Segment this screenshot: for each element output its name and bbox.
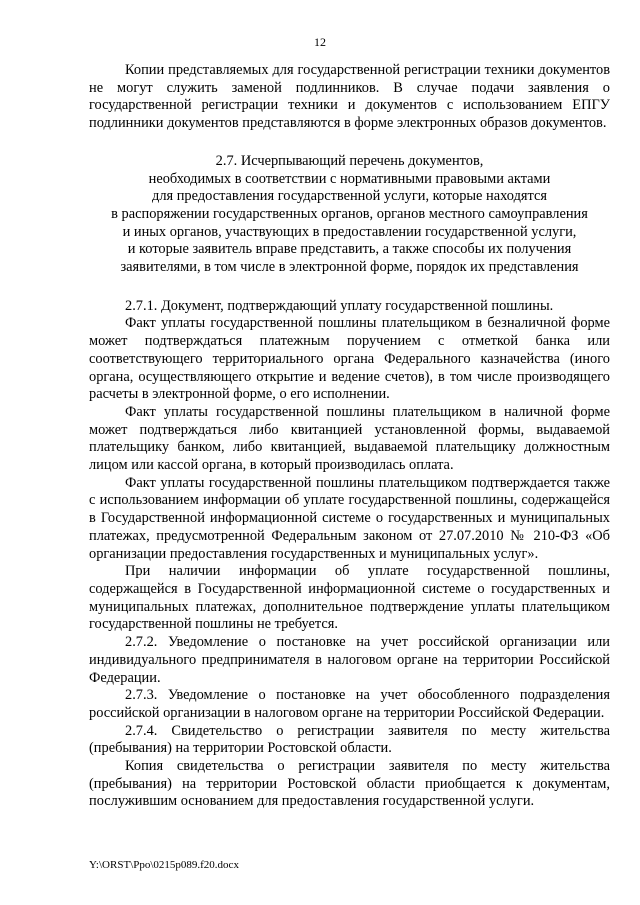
section-heading-line: и иных органов, участвующих в предоставлении государственной услуги, [122, 223, 577, 240]
paragraph-copies-note: Копии представляемых для государственной регистрации техники документов не могут служить заменой подлинников. В случае подачи заявления о государственной регистрации техники и документов с использованием ЕПГУ подлинники документов представляются в форме электронных образов документов. [89, 62, 610, 132]
paragraph-cash-payment: Факт уплаты государственной пошлины плательщиком в наличной форме может подтверждаться либо квитанцией установленной формы, выдаваемой плательщику банком, либо квитанцией, выдаваемой плательщику должностным лицом или кассой органа, в который производилась оплата. [89, 403, 610, 474]
footer-file-path: Y:\ORST\Ppo\0215p089.f20.docx [89, 859, 239, 871]
paragraph-registration-copy: Копия свидетельства о регистрации заявителя по месту жительства (пребывания) на территории Ростовской области приобщается к документам, послужившим основанием для предоставления государственной услуги. [89, 758, 610, 810]
section-heading-line: и которые заявитель вправе представить, а также способы их получения [127, 241, 572, 258]
section-heading-line: в распоряжении государственных органов, органов местного самоуправления [111, 205, 588, 222]
section-heading-line: заявителями, в том числе в электронной форме, порядок их представления [120, 259, 579, 276]
paragraph-gis-confirmation: Факт уплаты государственной пошлины плательщиком подтверждается также с использованием информации об уплате государственной пошлины, содержащейся в Государственной информационной системе о государственных и муниципальных платежах, предусмотренной Федеральным законом от 27.07.2010 № 210-ФЗ «Об организации предоставления государственных и муниципальных услуг». [89, 474, 610, 562]
paragraph-no-extra-confirmation: При наличии информации об уплате государственной пошлины, содержащейся в Государственной информационной системе о государственных и муниципальных платежах, дополнительное подтверждение уплаты плательщиком государственной пошлины не требуется. [89, 563, 610, 633]
paragraph-2-7-3: 2.7.3. Уведомление о постановке на учет обособленного подразделения российской организации в налоговом органе на территории Российской Федерации. [89, 687, 610, 721]
section-heading-2-7 [89, 153, 610, 277]
paragraph-2-7-2: 2.7.2. Уведомление о постановке на учет российской организации или индивидуального предпринимателя в налоговом органе на территории Российской Федерации. [89, 634, 610, 686]
paragraph-cashless-payment: Факт уплаты государственной пошлины плательщиком в безналичной форме может подтверждаться платежным поручением с отметкой банка или соответствующего территориального органа Федерального казначейства (иного органа, осуществляющего открытие и ведение счетов), в том числе производящего расчеты в электронной форме, о его исполнении. [89, 315, 610, 403]
page-number: 12 [314, 35, 326, 49]
document-body [89, 62, 610, 811]
paragraph-2-7-1: 2.7.1. Документ, подтверждающий уплату государственной пошлины. [125, 297, 554, 314]
section-heading-line: 2.7. Исчерпывающий перечень документов, [215, 152, 484, 169]
section-heading-line: необходимых в соответствии с нормативными правовыми актами [148, 170, 551, 187]
paragraph-2-7-4: 2.7.4. Свидетельство о регистрации заявителя по месту жительства (пребывания) на территории Ростовской области. [89, 722, 610, 757]
section-heading-line: для предоставления государственной услуги, которые находятся [152, 188, 547, 205]
